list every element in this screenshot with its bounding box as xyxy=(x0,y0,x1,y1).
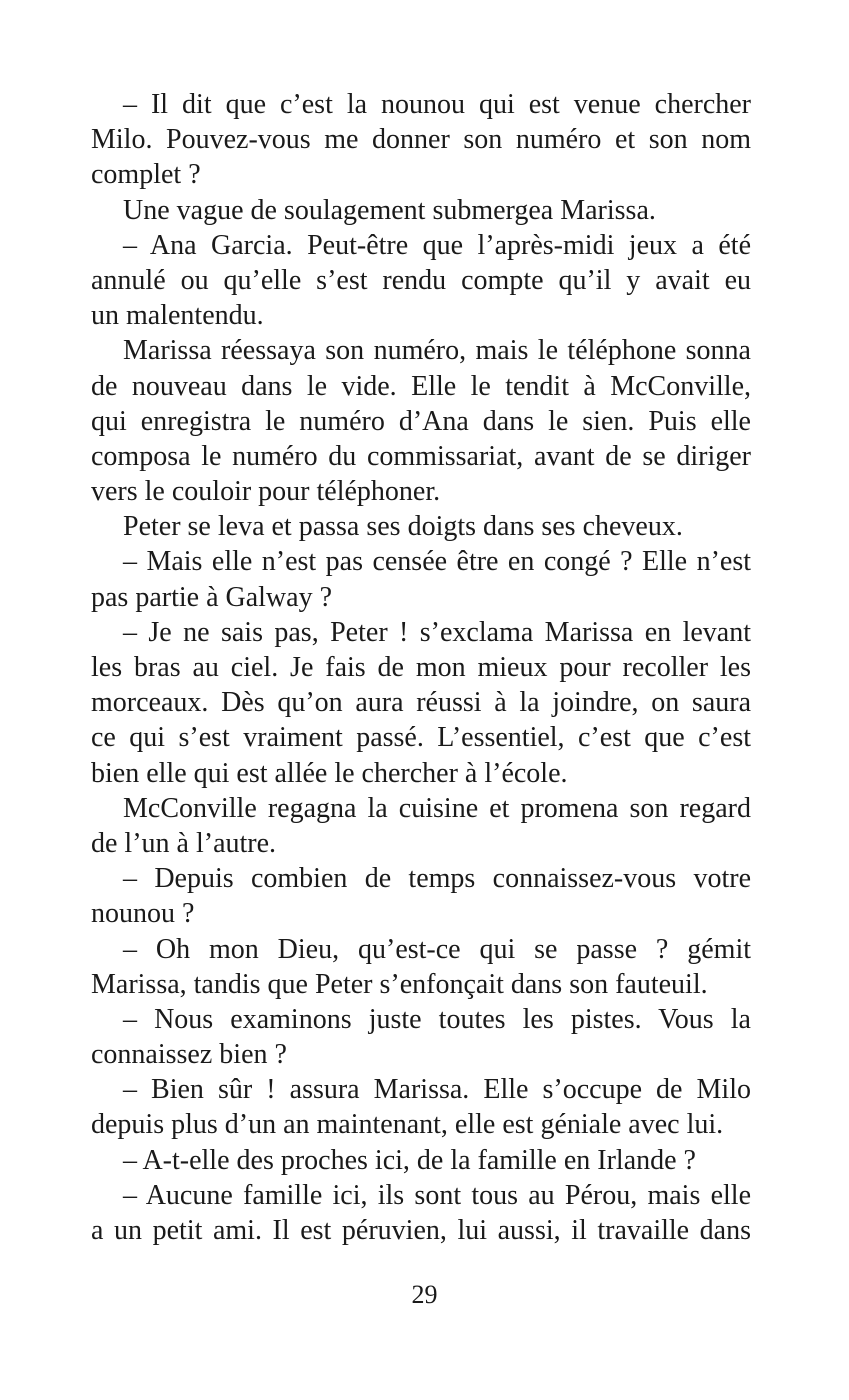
text-line: – Oh mon Dieu, qu’est-ce qui se passe ? gémit xyxy=(123,933,751,965)
text-line: Marissa, tandis que Peter s’enfonçait dans son fauteuil. xyxy=(91,968,708,1000)
text-line: complet ? xyxy=(91,159,201,191)
text-line: Milo. Pouvez-vous me donner son numéro et son nom xyxy=(91,124,751,156)
text-line: pas partie à Galway ? xyxy=(91,581,332,613)
text-line: ce qui s’est vraiment passé. L’essentiel, c’est que c’est xyxy=(91,722,751,754)
text-line: – Aucune famille ici, ils sont tous au Pérou, mais elle xyxy=(123,1179,751,1211)
text-line: annulé ou qu’elle s’est rendu compte qu’il y avait eu xyxy=(91,264,751,296)
page-number: 29 xyxy=(411,1280,438,1309)
text-line: un malentendu. xyxy=(91,300,264,332)
text-line: composa le numéro du commissariat, avant de se diriger xyxy=(91,440,751,472)
text-line: – Mais elle n’est pas censée être en congé ? Elle n’est xyxy=(123,546,751,578)
text-line: morceaux. Dès qu’on aura réussi à la joindre, on saura xyxy=(91,687,751,719)
text-line: McConville regagna la cuisine et promena son regard xyxy=(123,792,751,824)
text-line: connaissez bien ? xyxy=(91,1039,287,1071)
text-line: – A-t-elle des proches ici, de la famille en Irlande ? xyxy=(123,1144,696,1176)
text-line: Une vague de soulagement submergea Marissa. xyxy=(123,194,656,226)
text-line: qui enregistra le numéro d’Ana dans le sien. Puis elle xyxy=(91,405,751,437)
text-line: – Depuis combien de temps connaissez-vous votre xyxy=(123,863,751,895)
text-line: Marissa réessaya son numéro, mais le téléphone sonna xyxy=(123,335,751,367)
text-line: les bras au ciel. Je fais de mon mieux pour recoller les xyxy=(91,652,751,683)
text-line: – Je ne sais pas, Peter ! s’exclama Marissa en levant xyxy=(123,616,751,648)
text-line: nounou ? xyxy=(91,898,195,930)
text-line: – Ana Garcia. Peut-être que l’après-midi jeux a été xyxy=(123,229,751,261)
text-line: vers le couloir pour téléphoner. xyxy=(91,476,441,508)
text-line: – Nous examinons juste toutes les pistes. Vous la xyxy=(123,1003,751,1035)
text-line: bien elle qui est allée le chercher à l’école. xyxy=(91,757,568,789)
text-line: a un petit ami. Il est péruvien, lui aussi, il travaille dans xyxy=(91,1215,751,1246)
body-text xyxy=(91,87,751,1248)
text-line: depuis plus d’un an maintenant, elle est géniale avec lui. xyxy=(91,1109,724,1141)
text-line: de nouveau dans le vide. Elle le tendit à McConville, xyxy=(91,370,751,402)
text-line: Peter se leva et passa ses doigts dans ses cheveux. xyxy=(123,511,683,543)
text-line: de l’un à l’autre. xyxy=(91,827,277,859)
text-line: – Bien sûr ! assura Marissa. Elle s’occupe de Milo xyxy=(123,1074,751,1106)
text-line: – Il dit que c’est la nounou qui est venue chercher xyxy=(123,89,751,120)
